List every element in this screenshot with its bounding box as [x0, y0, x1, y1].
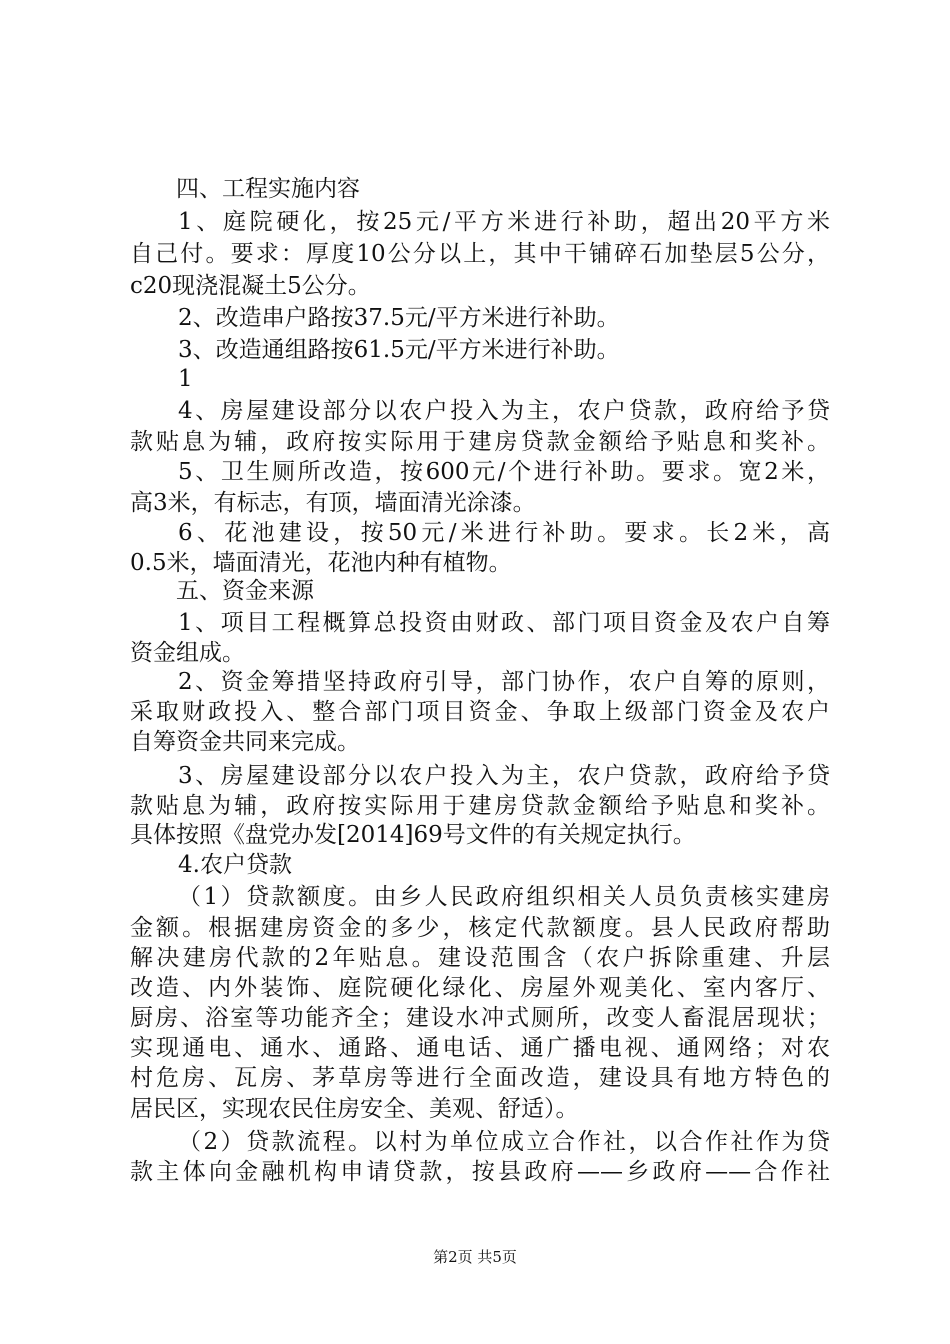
- subsection-heading: 4.农户贷款: [178, 852, 292, 878]
- paragraph-line: 改造、内外装饰、庭院硬化绿化、房屋外观美化、室内客厅、: [130, 975, 830, 1001]
- paragraph-line: 居民区，实现农民住房安全、美观、舒适）。: [130, 1096, 579, 1122]
- paragraph-line: 3、改造通组路按61.5元/平方米进行补助。: [178, 337, 620, 363]
- paragraph-line: 5、卫生厕所改造，按600元/个进行补助。要求。宽2米，: [178, 459, 830, 485]
- paragraph-line: 自筹资金共同来完成。: [130, 729, 360, 755]
- paragraph-line: 具体按照《盘党办发[2014]69号文件的有关规定执行。: [130, 822, 696, 848]
- paragraph-line: （1）贷款额度。由乡人民政府组织相关人员负责核实建房: [178, 884, 830, 910]
- paragraph-line: 自己付。要求：厚度10公分以上，其中干铺碎石加垫层5公分，: [130, 241, 830, 267]
- paragraph-line: 2、资金筹措坚持政府引导，部门协作，农户自筹的原则，: [178, 669, 830, 695]
- paragraph-line: 实现通电、通水、通路、通电话、通广播电视、通网络；对农: [130, 1035, 830, 1061]
- paragraph-line: 2、改造串户路按37.5元/平方米进行补助。: [178, 305, 620, 331]
- stray-number: 1: [178, 366, 193, 392]
- section-heading-5: 五、资金来源: [176, 578, 314, 604]
- paragraph-line: 村危房、瓦房、茅草房等进行全面改造，建设具有地方特色的: [130, 1065, 830, 1091]
- paragraph-line: 厨房、浴室等功能齐全；建设水冲式厕所，改变人畜混居现状；: [130, 1005, 830, 1031]
- paragraph-line: 高3米，有标志，有顶，墙面清光涂漆。: [130, 490, 536, 516]
- paragraph-line: 款贴息为辅，政府按实际用于建房贷款金额给予贴息和奖补。: [130, 793, 830, 819]
- paragraph-line: （2）贷款流程。以村为单位成立合作社，以合作社作为贷: [178, 1129, 830, 1155]
- paragraph-line: 3、房屋建设部分以农户投入为主，农户贷款，政府给予贷: [178, 763, 830, 789]
- section-heading-4: 四、工程实施内容: [176, 176, 360, 202]
- paragraph-line: 资金组成。: [130, 640, 245, 666]
- paragraph-line: 0.5米，墙面清光，花池内种有植物。: [130, 550, 512, 576]
- paragraph-line: 金额。根据建房资金的多少，核定代款额度。县人民政府帮助: [130, 915, 830, 941]
- paragraph-line: 采取财政投入、整合部门项目资金、争取上级部门资金及农户: [130, 699, 830, 725]
- paragraph-line: 1、庭院硬化，按25元/平方米进行补助，超出20平方米: [178, 209, 830, 235]
- paragraph-line: c20现浇混凝土5公分。: [130, 273, 371, 299]
- paragraph-line: 款贴息为辅，政府按实际用于建房贷款金额给予贴息和奖补。: [130, 429, 830, 455]
- paragraph-line: 1、项目工程概算总投资由财政、部门项目资金及农户自筹: [178, 610, 830, 636]
- paragraph-line: 解决建房代款的2年贴息。建设范围含（农户拆除重建、升层: [130, 945, 830, 971]
- paragraph-line: 款主体向金融机构申请贷款，按县政府——乡政府——合作社: [130, 1159, 830, 1185]
- page-footer: 第2页 共5页: [433, 1248, 517, 1266]
- paragraph-line: 4、房屋建设部分以农户投入为主，农户贷款，政府给予贷: [178, 398, 830, 424]
- paragraph-line: 6、花池建设，按50元/米进行补助。要求。长2米，高: [178, 520, 830, 546]
